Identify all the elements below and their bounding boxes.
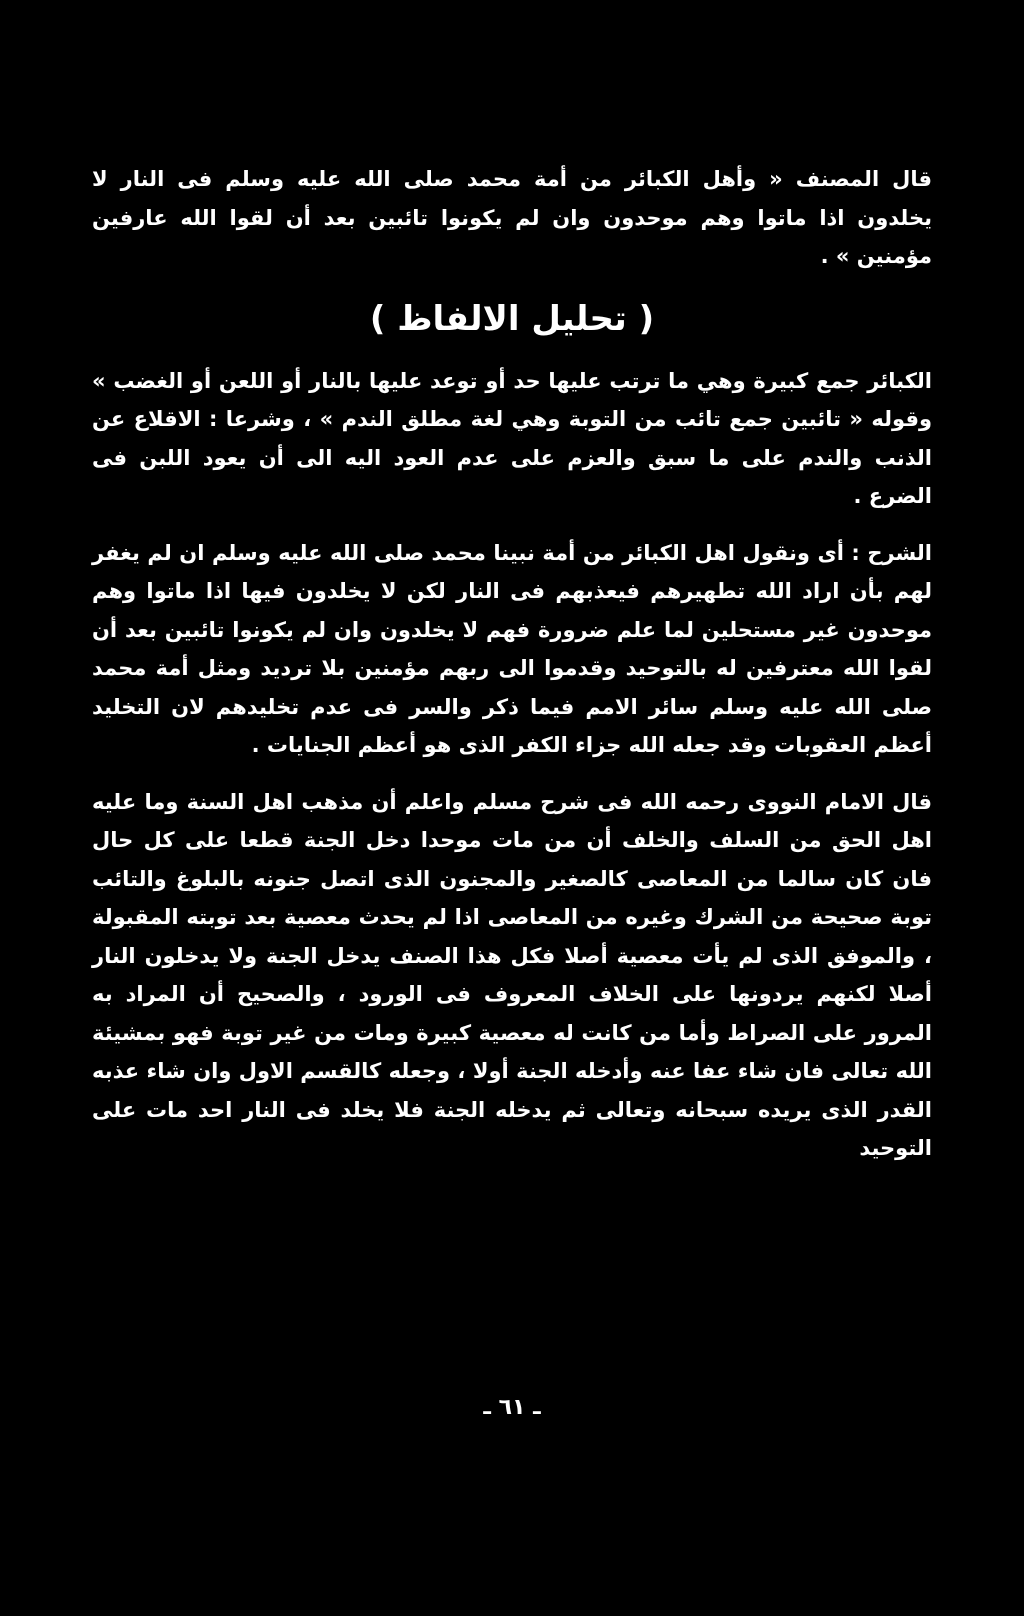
paragraph-author-quote: قال المصنف « وأهل الكبائر من أمة محمد صلى الله عليه وسلم فى النار لا يخلدون اذا ماتوا وهم موحدون وان لم يكونوا تائبين بعد أن لقوا الله عارفين مؤمنين » . <box>92 167 932 268</box>
page-body <box>92 160 932 1168</box>
paragraph-commentary: الشرح : أى ونقول اهل الكبائر من أمة نبينا محمد صلى الله عليه وسلم ان لم يغفر لهم بأن اراد الله تطهيرهم فيعذبهم فى النار لكن لا يخلدون فيها اذا ماتوا وهم موحدون غير مستحلين لما علم ضرورة فهم لا يخلدون وان لم يكونوا تائبين بعد أن لقوا الله معترفين له بالتوحيد وقدموا الى ربهم مؤمنين بلا ترديد ومثل أمة محمد صلى الله عليه وسلم سائر الامم فيما ذكر والسر فى عدم تخليدهم لان التخليد أعظم العقوبات وقد جعله الله جزاء الكفر الذى هو أعظم الجنايات . <box>92 540 932 757</box>
paragraph-word-analysis: الكبائر جمع كبيرة وهي ما ترتب عليها حد أو توعد عليها بالنار أو اللعن أو الغضب » وقوله « تائبين جمع تائب من التوبة وهي لغة مطلق الندم » ، وشرعا : الاقلاع عن الذنب والندم على ما سبق والعزم على عدم العود اليه الى أن يعود اللبن فى الضرع . <box>92 368 932 508</box>
page-number: ـ ٦١ ـ <box>483 1395 541 1420</box>
section-heading: ( تحليل الالفاظ ) <box>369 298 655 339</box>
paragraph-nawawi-quote: قال الامام النووى رحمه الله فى شرح مسلم واعلم أن مذهب اهل السنة وما عليه اهل الحق من السلف والخلف أن من مات موحدا دخل الجنة قطعا على كل حال فان كان سالما من المعاصى كالصغير والمجنون الذى اتصل جنونه بالبلوغ والتائب توبة صحيحة من الشرك وغيره من المعاصى اذا لم يحدث معصية بعد توبته المقبولة ، والموفق الذى لم يأت معصية أصلا فكل هذا الصنف يدخل الجنة ولا يدخلون النار أصلا لكنهم يردونها على الخلاف المعروف فى الورود ، والصحيح أن المراد به المرور على الصراط وأما من كانت له معصية كبيرة ومات من غير توبة فهو بمشيئة الله تعالى فان شاء عفا عنه وأدخله الجنة أولا ، وجعله كالقسم الاول وان شاء عذبه القدر الذى يريده سبحانه وتعالى ثم يدخله الجنة فلا يخلد فى النار احد مات على التوحيد <box>92 789 932 1160</box>
